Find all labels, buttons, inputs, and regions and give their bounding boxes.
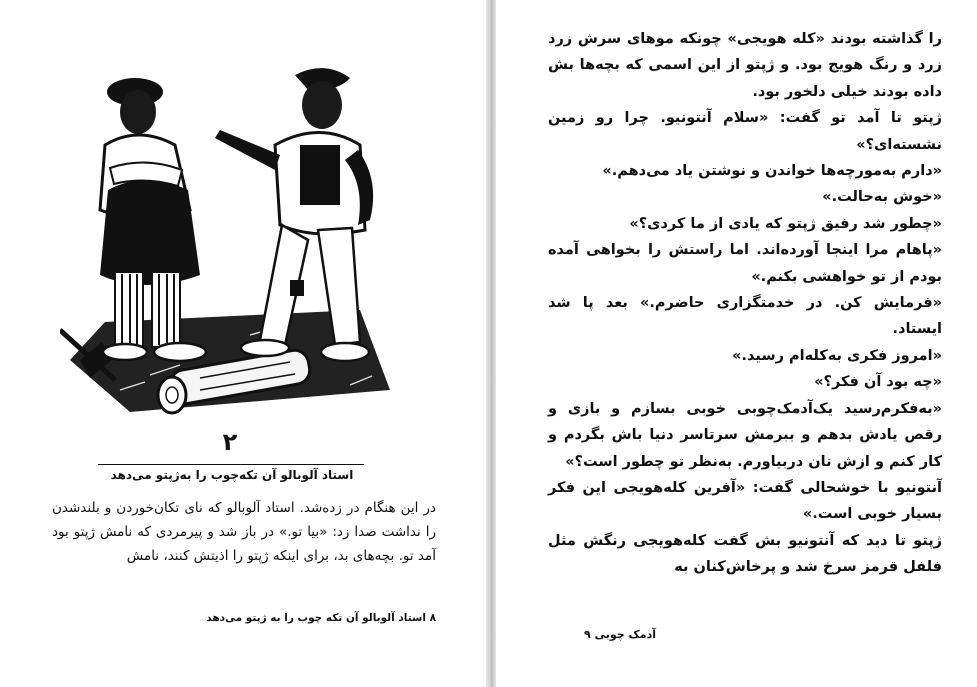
- chapter-divider: [98, 464, 364, 465]
- paragraph: در این هنگام در زده‌شد. استاد آلوبالو که نای تکان‌خوردن و بلندشدن را نداشت صدا زد: «بیا تو.» در باز شد و پیرمردی که نامش ژپتو بود آمد تو. بچه‌های بد، برای اینکه ژپتو را اذیتش کنند، نامش: [52, 500, 436, 564]
- paragraph: «چه بود آن فکر؟»: [814, 374, 942, 391]
- paragraph: «چطور شد رفیق ژپتو که یادی از ما کردی؟»: [629, 215, 942, 232]
- paragraph: «امروز فکری به‌کله‌ام رسید.»: [732, 347, 942, 364]
- chapter-number: ۲: [222, 428, 238, 456]
- paragraph: ژپتو تا آمد تو گفت: «سلام آنتونیو. چرا رو زمین نشسته‌ای؟»: [548, 110, 942, 153]
- paragraph: «فرمایش کن. در خدمتگزاری حاضرم.» بعد پا شد ایستاد.: [548, 295, 942, 338]
- paragraph: ژپتو تا دید که آنتونیو بش گفت کله‌هویجی رنگش مثل فلفل قرمز سرخ شد و پرخاش‌کنان به: [548, 532, 942, 576]
- paragraph: آنتونیو با خوشحالی گفت: «آفرین کله‌هویجی این فکر بسیار خوبی است.»: [548, 479, 942, 523]
- book-gutter: [486, 0, 496, 687]
- paragraph: را گذاشته بودند «کله هویجی» چونکه موهای سرش زرد زرد و رنگ هویج بود. و ژپتو از این اسمی که بچه‌ها بش داده بودند خیلی دلخور بود.: [548, 31, 942, 100]
- right-page-footer: آدمک چوبی ۹: [584, 628, 656, 641]
- left-page: [0, 0, 486, 687]
- left-page-footer: ۸ استاد آلوبالو آن تکه چوب را به ژپتو می‌دهد: [206, 612, 436, 624]
- paragraph: «پاهام مرا اینجا آورده‌اند. اما راستش را بخواهی آمده بودم از تو خواهشی بکنم.»: [548, 242, 942, 285]
- right-page-body: [548, 26, 942, 581]
- paragraph: «خوش به‌حالت.»: [822, 189, 942, 206]
- chapter-title: استاد آلوبالو آن تکه‌چوب را به‌ژپتو می‌دهد: [110, 468, 354, 482]
- left-page-body: [52, 496, 436, 568]
- paragraph: «به‌فکرم‌رسید یک‌آدمک‌چوبی خوبی بسازم و بازی و رقص یادش بدهم و ببرمش سرتاسر دنیا باش بگردم و کار کنم و ازش نان دربیاورم. به‌نظر تو چطور است؟»: [548, 400, 942, 470]
- paragraph: «دارم به‌مورچه‌ها خواندن و نوشتن یاد می‌دهم.»: [602, 163, 942, 180]
- woodcut-illustration: [60, 60, 390, 420]
